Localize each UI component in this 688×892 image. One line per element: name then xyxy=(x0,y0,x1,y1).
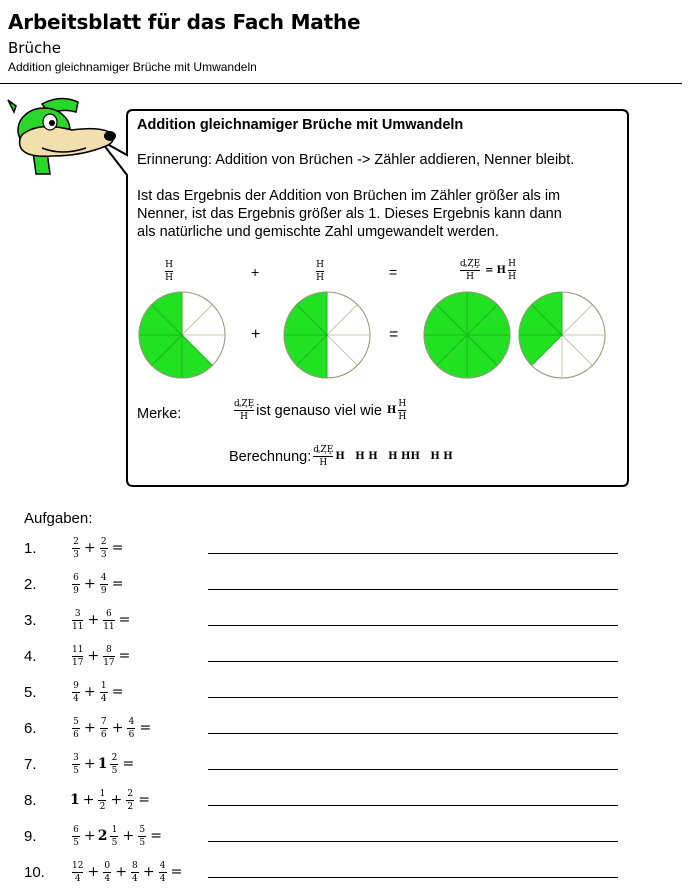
fraction: 1 4 xyxy=(100,680,107,704)
plus-sign: + xyxy=(84,828,96,844)
task-expression xyxy=(70,678,125,706)
plus-sign: + xyxy=(115,864,127,880)
fraction: 9 4 xyxy=(73,680,79,704)
info-box-heading: Addition gleichnamiger Brüche mit Umwandeln xyxy=(137,117,464,133)
fraction: 6 5 xyxy=(73,824,79,848)
calc-steps: H H H H HH H H xyxy=(335,450,453,462)
whole-number: 1 xyxy=(70,792,80,808)
fraction: 12 4 xyxy=(72,860,84,884)
fraction: 4 4 xyxy=(159,860,166,884)
task-expression xyxy=(70,714,153,742)
equals-sign: = xyxy=(170,864,183,880)
fraction: 4 9 xyxy=(100,572,107,596)
task-number: 3. xyxy=(24,612,37,629)
pie-chart-2 xyxy=(282,290,372,380)
task-row xyxy=(24,786,624,814)
task-number: 9. xyxy=(24,828,37,845)
task-number: 4. xyxy=(24,648,37,665)
answer-line[interactable] xyxy=(208,697,618,698)
fraction: 8 4 xyxy=(132,860,138,884)
pie-plus-sign: + xyxy=(251,326,261,343)
plus-sign: + xyxy=(84,576,96,592)
task-expression xyxy=(70,642,132,670)
fraction: 7 6 xyxy=(100,716,107,740)
plus-sign: + xyxy=(110,792,123,808)
fraction: 2 3 xyxy=(100,536,107,560)
equals-sign: = xyxy=(111,684,124,700)
equals-sign: = xyxy=(150,828,162,844)
merke-text: ist genauso viel wie xyxy=(256,402,382,419)
answer-line[interactable] xyxy=(208,769,618,770)
task-row xyxy=(24,678,624,706)
merke-mixed-whole: H xyxy=(386,404,397,416)
pie-chart-1 xyxy=(137,290,227,380)
task-number: 7. xyxy=(24,756,37,773)
worksheet-title: Arbeitsblatt für das Fach Mathe xyxy=(8,10,361,34)
pie1-fraction: $\frac{H}{H}$ xyxy=(165,260,173,283)
plus-sign: + xyxy=(251,264,260,280)
fraction: 11 17 xyxy=(72,644,84,668)
task-expression xyxy=(70,858,184,886)
task-row xyxy=(24,858,624,886)
task-number: 5. xyxy=(24,684,37,701)
answer-line[interactable] xyxy=(208,877,618,878)
fraction: 2 2 xyxy=(127,788,134,812)
task-row xyxy=(24,570,624,598)
equals-sign: = xyxy=(122,756,135,772)
pie-chart-3 xyxy=(422,290,512,380)
plus-sign: + xyxy=(84,756,96,772)
task-row xyxy=(24,714,624,742)
result-mixed-whole: H xyxy=(496,264,506,276)
answer-line[interactable] xyxy=(208,661,618,662)
task-number: 10. xyxy=(24,864,45,881)
task-expression xyxy=(70,786,152,814)
explanation-line-3: als natürliche und gemischte Zahl umgewandelt werden. xyxy=(137,224,499,240)
equals-sign: = xyxy=(139,720,152,736)
subject-label: Brüche xyxy=(8,39,61,57)
answer-line[interactable] xyxy=(208,589,618,590)
answer-line[interactable] xyxy=(208,625,618,626)
equals-sign: = xyxy=(111,540,124,556)
tasks-heading: Aufgaben: xyxy=(24,510,93,527)
equals-sign: = xyxy=(138,792,150,808)
task-row xyxy=(24,606,624,634)
task-number: 1. xyxy=(24,540,37,557)
plus-sign: + xyxy=(82,792,95,808)
whole-number: 1 xyxy=(97,756,108,772)
task-expression xyxy=(70,606,132,634)
fraction: 1 5 xyxy=(111,824,118,848)
pie-chart-4 xyxy=(517,290,607,380)
explanation-line-1: Ist das Ergebnis der Addition von Brüchen im Zähler größer als im xyxy=(137,188,561,204)
plus-sign: + xyxy=(84,684,96,700)
task-number: 6. xyxy=(24,720,37,737)
plus-sign: + xyxy=(142,864,155,880)
equals-sign: = xyxy=(118,648,131,664)
task-expression xyxy=(70,534,125,562)
fraction: 8 17 xyxy=(103,644,115,668)
plus-sign: + xyxy=(87,648,100,664)
fraction: 1 2 xyxy=(99,788,106,812)
fraction: 3 5 xyxy=(73,752,79,776)
fraction: 4 6 xyxy=(128,716,135,740)
fraction: 6 11 xyxy=(103,608,115,632)
merke-fraction: ȡȤȨ H xyxy=(234,399,255,422)
calc-label: Berechnung: xyxy=(229,448,312,465)
task-expression xyxy=(70,750,136,778)
pie-equals-sign: = xyxy=(389,326,399,343)
plus-sign: + xyxy=(111,720,124,736)
pie2-fraction: $\frac{H}{H}$ xyxy=(316,260,324,283)
reminder-text: Erinnerung: Addition von Brüchen -> Zähler addieren, Nenner bleibt. xyxy=(137,152,575,168)
dog-mascot-icon xyxy=(2,96,118,178)
answer-line[interactable] xyxy=(208,733,618,734)
task-expression xyxy=(70,822,164,850)
task-row xyxy=(24,750,624,778)
merke-label: Merke: xyxy=(137,406,182,422)
task-row xyxy=(24,642,624,670)
task-row xyxy=(24,534,624,562)
header-divider xyxy=(0,83,682,84)
fraction: 5 5 xyxy=(139,824,146,848)
equals-sign: = xyxy=(389,264,398,280)
plus-sign: + xyxy=(84,540,96,556)
fraction: 6 9 xyxy=(73,572,79,596)
equals-sign: = xyxy=(118,612,131,628)
fraction: 3 11 xyxy=(72,608,84,632)
task-number: 2. xyxy=(24,576,37,593)
task-row xyxy=(24,822,624,850)
answer-line[interactable] xyxy=(208,805,618,806)
merke-mixed-fraction: H H xyxy=(398,399,407,422)
plus-sign: + xyxy=(87,612,100,628)
equals-sign: = xyxy=(111,576,124,592)
answer-line[interactable] xyxy=(208,553,618,554)
task-number: 8. xyxy=(24,792,37,809)
topic-label: Addition gleichnamiger Brüche mit Umwandeln xyxy=(8,60,257,74)
plus-sign: + xyxy=(84,720,96,736)
result-mixed-fraction: H H xyxy=(508,259,516,282)
result-fraction: ȡȤȨ H xyxy=(460,259,481,282)
task-expression xyxy=(70,570,125,598)
plus-sign: + xyxy=(122,828,135,844)
whole-number: 2 xyxy=(97,828,108,844)
fraction: 0 4 xyxy=(104,860,111,884)
result-equals: = xyxy=(485,264,494,276)
explanation-line-2: Nenner, ist das Ergebnis größer als 1. Dieses Ergebnis kann dann xyxy=(137,206,562,222)
calc-fraction: ȡȤȨ H xyxy=(313,445,334,468)
answer-line[interactable] xyxy=(208,841,618,842)
fraction: 2 5 xyxy=(111,752,118,776)
plus-sign: + xyxy=(87,864,100,880)
fraction: 2 3 xyxy=(73,536,79,560)
fraction: 5 6 xyxy=(73,716,79,740)
